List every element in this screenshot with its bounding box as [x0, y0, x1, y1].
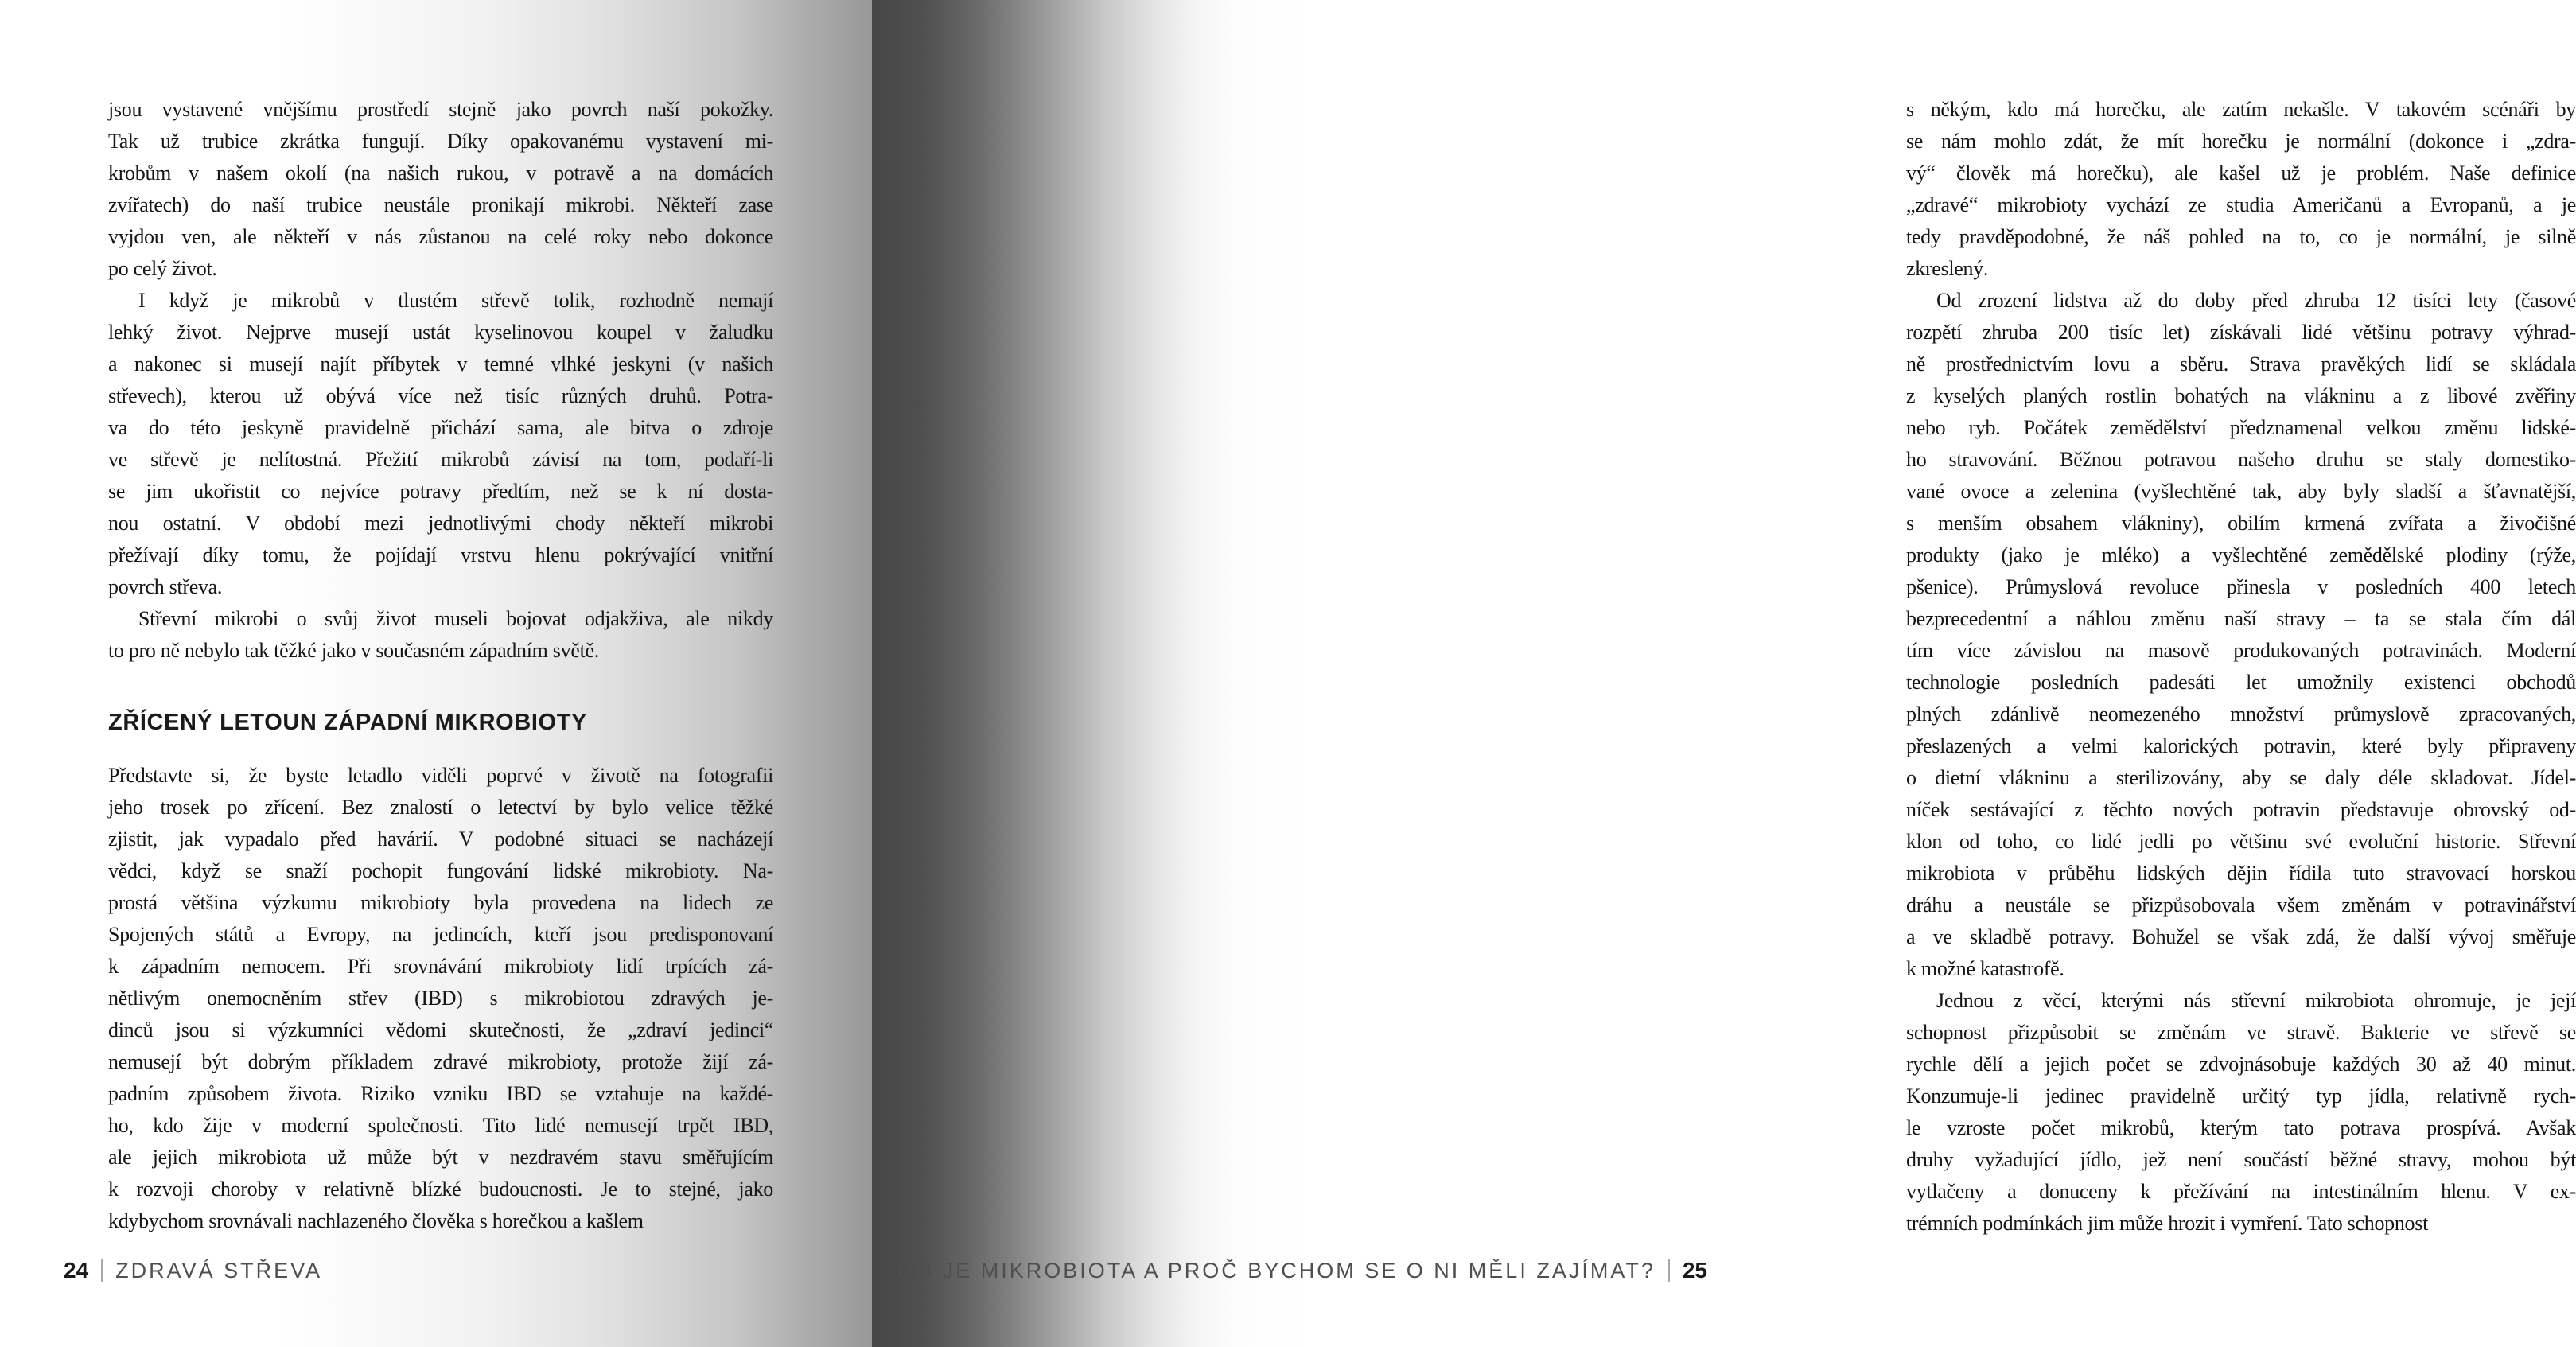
- text-line: rozpětí zhruba 200 tisíc let) získávali lidé většinu potravy výhrad-: [1906, 321, 2576, 344]
- text-line: o dietní vlákninu a sterilizovány, aby se daly déle skladovat. Jídel-: [1906, 766, 2576, 789]
- text-line: Od zrození lidstva až do doby před zhruba 12 tisíci lety (časové: [1936, 289, 2576, 312]
- text-line: va do této jeskyně pravidelně přichází sama, ale bitva o zdroje: [108, 416, 773, 439]
- text-line: k možné katastrofě.: [1906, 957, 2064, 980]
- running-title: CO JE MIKROBIOTA A PROČ BYCHOM SE O NI MĚLI ZAJÍMAT?: [897, 1258, 1656, 1283]
- text-line: tedy pravděpodobné, že náš pohled na to, co je normální, je silně: [1906, 225, 2576, 248]
- text-line: lehký život. Nejprve musejí ustát kyselinovou koupel v žaludku: [108, 321, 773, 344]
- text-line: vané ovoce a zelenina (vyšlechtěné tak, aby byly sladší a šťavnatější,: [1906, 480, 2576, 503]
- left-page: [0, 0, 872, 1347]
- text-line: schopnost přizpůsobit se změnám ve stravě. Bakterie ve střevě se: [1906, 1021, 2576, 1044]
- left-page-text: [108, 94, 773, 1237]
- text-line: povrch střeva.: [108, 575, 223, 598]
- page-number: 24: [64, 1258, 89, 1283]
- text-line: klon od toho, co lidé jedli po většinu své evoluční historie. Střevní: [1906, 830, 2576, 853]
- text-line: ho stravování. Běžnou potravou našeho druhu se staly domestiko-: [1906, 448, 2576, 471]
- text-line: níček sestávající z těchto nových potravin představuje obrovský od-: [1906, 798, 2576, 821]
- text-line: jeho trosek po zřícení. Bez znalostí o letectví by bylo velice těžké: [108, 796, 773, 819]
- text-line: prostá většina výzkumu mikrobioty byla provedena na lidech ze: [108, 891, 773, 914]
- text-line: střevech), kterou už obývá více než tisíc různých druhů. Potra-: [108, 384, 773, 407]
- text-line: s menším obsahem vlákniny), obilím krmená zvířata a živočišné: [1906, 512, 2576, 535]
- text-line: ně prostřednictvím lovu a sběru. Strava pravěkých lidí se skládala: [1906, 352, 2576, 376]
- text-line: to pro ně nebylo tak těžké jako v současném západním světě.: [108, 639, 599, 662]
- text-line: krobům v našem okolí (na našich rukou, v potravě a na domácích: [108, 162, 773, 185]
- text-line: zkreslený.: [1906, 257, 1989, 280]
- text-line: Jednou z věcí, kterými nás střevní mikrobiota ohromuje, je její: [1936, 989, 2576, 1012]
- text-line: mikrobiota v průběhu lidských dějin řídila tuto stravovací horskou: [1906, 862, 2576, 885]
- text-line: produkty (jako je mléko) a vyšlechtěné zemědělské plodiny (rýže,: [1906, 543, 2576, 566]
- text-line: nemusejí být dobrým příkladem zdravé mikrobioty, protože žijí zá-: [108, 1050, 773, 1073]
- text-line: zjistit, jak vypadalo před havárií. V podobné situaci se nacházejí: [108, 827, 773, 851]
- text-line: z kyselých planých rostlin bohatých na vlákninu a z libové zvěřiny: [1906, 384, 2576, 407]
- text-line: nou ostatní. V období mezi jednotlivými chody někteří mikrobi: [108, 512, 773, 535]
- right-page-text: [1906, 94, 2576, 1240]
- right-page: [872, 0, 2576, 1347]
- text-line: a nakonec si musejí najít příbytek v temné vlhké jeskyni (v našich: [108, 352, 773, 376]
- page-number: 25: [1682, 1258, 1707, 1283]
- text-line: nětlivým onemocněním střev (IBD) s mikrobiotou zdravých je-: [108, 987, 773, 1010]
- text-line: vědci, když se snaží pochopit fungování lidské mikrobioty. Na-: [108, 859, 773, 882]
- text-line: jsou vystavené vnějšímu prostředí stejně jako povrch naší pokožky.: [108, 98, 773, 121]
- text-line: druhy vyžadující jídlo, jež není součástí běžné stravy, mohou být: [1906, 1148, 2576, 1171]
- text-line: dinců jsou si výzkumníci vědomi skutečnosti, že „zdraví jedinci“: [108, 1018, 773, 1041]
- text-line: dráhu a neustále se přizpůsobovala všem změnám v potravinářství: [1906, 893, 2576, 917]
- text-line: Představte si, že byste letadlo viděli poprvé v životě na fotografii: [108, 764, 773, 787]
- text-line: „zdravé“ mikrobioty vychází ze studia Američanů a Evropanů, a je: [1906, 193, 2576, 216]
- text-line: a ve skladbě potravy. Bohužel se však zdá, že další vývoj směřuje: [1906, 925, 2576, 948]
- text-line: se nám mohlo zdát, že mít horečku je normální (dokonce i „zdra-: [1906, 130, 2576, 153]
- text-line: zvířatech) do naší trubice neustále pronikají mikrobi. Někteří zase: [108, 193, 773, 216]
- text-line: se jim ukořistit co nejvíce potravy předtím, než se k ní dosta-: [108, 480, 773, 503]
- text-line: Střevní mikrobi o svůj život museli bojovat odjakživa, ale nikdy: [138, 607, 773, 630]
- text-line: trémních podmínkách jim může hrozit i vymření. Tato schopnost: [1906, 1212, 2428, 1235]
- text-line: plných zdánlivě neomezeného množství průmyslově zpracovaných,: [1906, 703, 2576, 726]
- text-line: I když je mikrobů v tlustém střevě tolik, rozhodně nemají: [138, 289, 773, 312]
- right-page-footer: [897, 1253, 1707, 1288]
- text-line: s někým, kdo má horečku, ale zatím nekašle. V takovém scénáři by: [1906, 98, 2576, 121]
- text-line: přeslazených a velmi kalorických potravin, které byly připraveny: [1906, 734, 2576, 757]
- text-line: po celý život.: [108, 257, 217, 280]
- text-line: pšenice). Průmyslová revoluce přinesla v posledních 400 letech: [1906, 575, 2576, 598]
- text-line: k západním nemocem. Při srovnávání mikrobioty lidí trpících zá-: [108, 955, 773, 978]
- text-line: bezprecedentní a náhlou změnu naší stravy – ta se stala čím dál: [1906, 607, 2576, 630]
- text-line: Konzumuje-li jedinec pravidelně určitý typ jídla, relativně rych-: [1906, 1084, 2576, 1108]
- text-line: ve střevě je nelítostná. Přežití mikrobů závisí na tom, podaří-li: [108, 448, 773, 471]
- text-line: nebo ryb. Počátek zemědělství předznamenal velkou změnu lidské-: [1906, 416, 2576, 439]
- text-line: technologie posledních padesáti let umožnily existenci obchodů: [1906, 671, 2576, 694]
- text-line: tím více závislou na masově produkovaných potravinách. Moderní: [1906, 639, 2576, 662]
- section-heading: ZŘÍCENÝ LETOUN ZÁPADNÍ MIKROBIOTY: [108, 710, 587, 735]
- text-line: kdybychom srovnávali nachlazeného člověka s horečkou a kašlem: [108, 1209, 644, 1232]
- text-line: přežívají díky tomu, že pojídají vrstvu hlenu pokrývající vnitřní: [108, 543, 773, 566]
- running-title: ZDRAVÁ STŘEVA: [115, 1258, 323, 1283]
- text-line: ale jejich mikrobiota už může být v nezdravém stavu směřujícím: [108, 1146, 773, 1169]
- text-line: vytlačeny a donuceny k přežívání na intestinálním hlenu. V ex-: [1906, 1180, 2576, 1203]
- text-line: rychle dělí a jejich počet se zdvojnásobuje každých 30 až 40 minut.: [1906, 1053, 2576, 1076]
- text-line: vý“ člověk má horečku), ale kašel už je problém. Naše definice: [1906, 162, 2576, 185]
- footer-divider: [101, 1259, 103, 1282]
- text-line: k rozvoji choroby v relativně blízké budoucnosti. Je to stejné, jako: [108, 1178, 773, 1201]
- text-line: vyjdou ven, ale někteří v nás zůstanou na celé roky nebo dokonce: [108, 225, 773, 248]
- text-line: Tak už trubice zkrátka fungují. Díky opakovanému vystavení mi-: [108, 130, 773, 153]
- text-line: le vzroste počet mikrobů, kterým tato potrava prospívá. Avšak: [1906, 1116, 2576, 1139]
- text-line: ho, kdo žije v moderní společnosti. Tito lidé nemusejí trpět IBD,: [108, 1114, 773, 1137]
- footer-divider: [1668, 1259, 1670, 1282]
- text-line: padním způsobem života. Riziko vzniku IBD se vztahuje na každé-: [108, 1082, 773, 1105]
- left-page-footer: [64, 1253, 322, 1288]
- text-line: Spojených států a Evropy, na jedincích, kteří jsou predisponovaní: [108, 923, 773, 946]
